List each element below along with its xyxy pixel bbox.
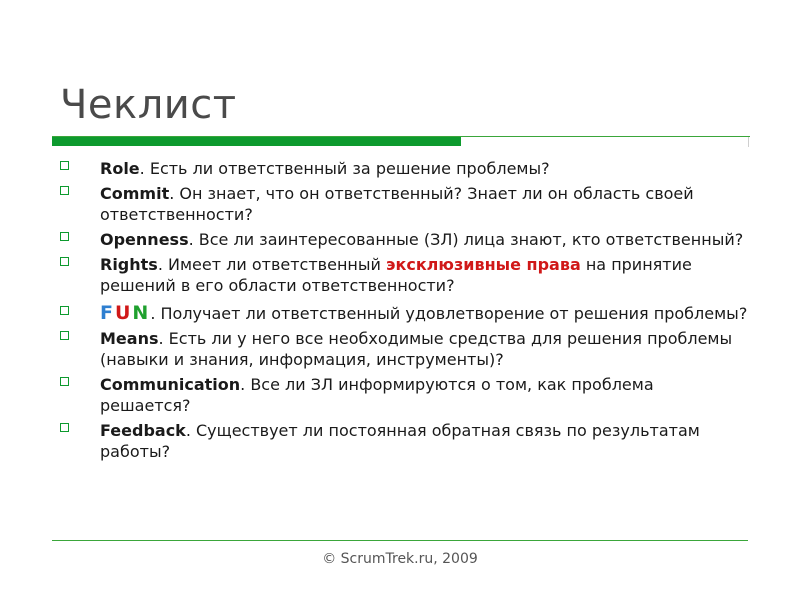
checklist-item-rights — [58, 254, 748, 296]
checklist-item-feedback — [58, 420, 748, 462]
square-bullet-icon — [60, 306, 69, 315]
footer-divider — [52, 540, 748, 541]
checklist-item-communication — [58, 374, 748, 416]
footer-copyright: © ScrumTrek.ru, 2009 — [322, 551, 478, 567]
square-bullet-icon — [60, 161, 69, 170]
item-keyword: Role — [100, 159, 140, 178]
square-bullet-icon — [60, 257, 69, 266]
item-text: . Все ли заинтересованные (ЗЛ) лица знают, кто ответственный? — [188, 230, 744, 249]
title-divider-accent — [52, 137, 461, 146]
checklist-item-openness — [58, 229, 748, 250]
fun-letter-f: F — [100, 302, 115, 324]
item-text: . Он знает, что он ответственный? Знает ли он область своей ответственности? — [100, 184, 694, 224]
item-keyword-fun — [100, 302, 150, 324]
item-keyword: Rights — [100, 255, 158, 274]
fun-letter-u: U — [114, 302, 133, 324]
square-bullet-icon — [60, 423, 69, 432]
square-bullet-icon — [60, 377, 69, 386]
checklist-item-commit — [58, 183, 748, 225]
square-bullet-icon — [60, 331, 69, 340]
item-text-after: на принятие решений в его области ответственности? — [100, 255, 692, 295]
fun-letter-n: N — [132, 302, 151, 324]
item-keyword: Means — [100, 329, 159, 348]
item-text: . Все ли ЗЛ информируются о том, как проблема решается? — [100, 375, 654, 415]
square-bullet-icon — [60, 232, 69, 241]
item-keyword: Openness — [100, 230, 189, 249]
item-text: . Получает ли ответственный удовлетворение от решения проблемы? — [150, 304, 748, 323]
slide-title: Чеклист — [60, 82, 237, 128]
item-text: . Есть ли ответственный за решение проблемы? — [139, 159, 550, 178]
item-keyword: Communication — [100, 375, 241, 394]
item-highlight: эксклюзивные права — [385, 255, 581, 274]
checklist-item-role — [58, 158, 748, 179]
checklist-item-means — [58, 328, 748, 370]
item-text: . Есть ли у него все необходимые средства для решения проблемы (навыки и знания, информация, инструменты)? — [100, 329, 733, 369]
item-keyword: Feedback — [100, 421, 186, 440]
checklist-item-fun — [58, 303, 748, 324]
checklist — [58, 158, 748, 466]
title-divider-endcap — [748, 137, 749, 147]
item-keyword: Commit — [100, 184, 170, 203]
square-bullet-icon — [60, 186, 69, 195]
item-text: . Существует ли постоянная обратная связь по результатам работы? — [100, 421, 700, 461]
item-text-before: . Имеет ли ответственный — [157, 255, 386, 274]
